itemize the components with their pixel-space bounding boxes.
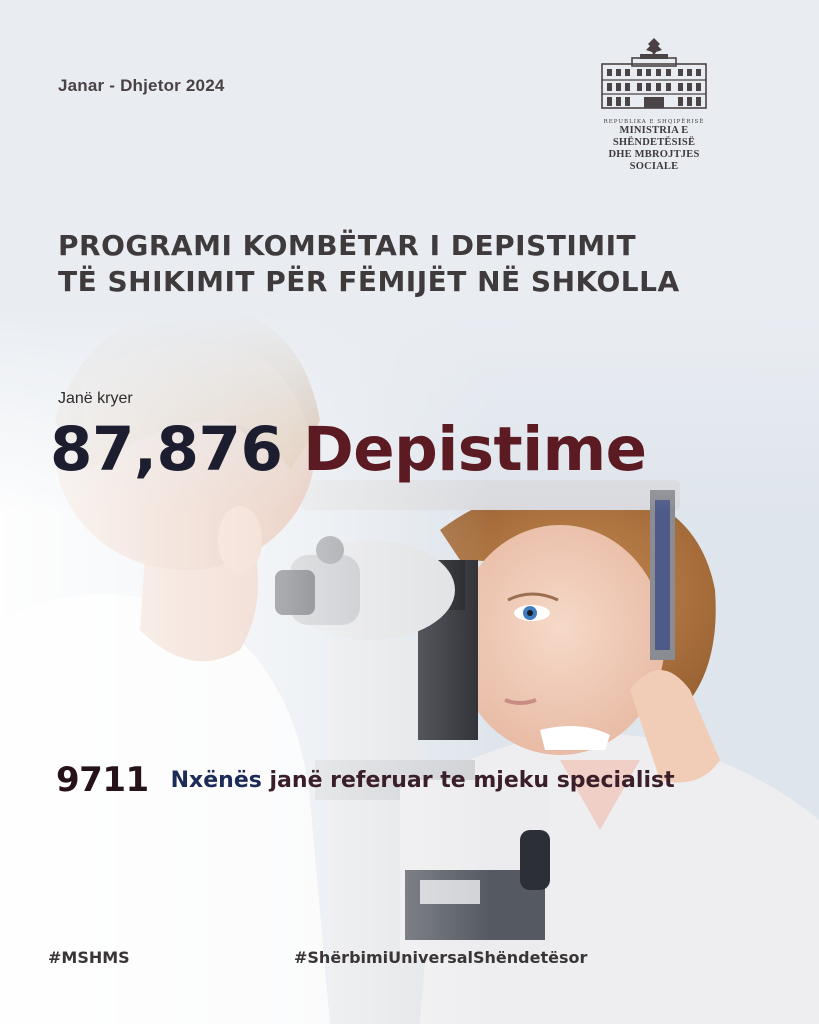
hashtag-mshms: #MSHMS [48, 948, 130, 967]
reporting-period: Janar - Dhjetor 2024 [58, 76, 225, 95]
logo-ministry-line2: DHE MBROJTJES SOCIALE [608, 149, 700, 172]
referred-text-rest: janë referuar te mjeku specialist [269, 767, 675, 793]
referred-stat [56, 760, 675, 800]
program-title-line1: PROGRAMI KOMBËTAR I DEPISTIMIT [58, 229, 637, 262]
logo-republika-text: REPUBLIKA E SHQIPËRISË [603, 119, 705, 125]
ministry-building-emblem-icon [594, 36, 714, 112]
program-title-line2: TË SHIKIMIT PËR FËMIJËT NË SHKOLLA [58, 265, 680, 298]
program-title [58, 228, 758, 300]
screenings-headline [50, 414, 647, 486]
referred-count: 9711 [56, 760, 149, 800]
hashtag-universal-health: #ShërbimiUniversalShëndetësor [294, 948, 588, 967]
screenings-word: Depistime [303, 414, 647, 485]
screenings-number: 87,876 [50, 414, 283, 485]
referred-text-students: Nxënës [170, 767, 262, 793]
logo-ministry-line1: MINISTRIA E SHËNDETËSISË [612, 125, 696, 148]
ministry-logo [588, 36, 720, 173]
screenings-pre-label: Janë kryer [58, 390, 133, 407]
referred-text [171, 768, 675, 793]
